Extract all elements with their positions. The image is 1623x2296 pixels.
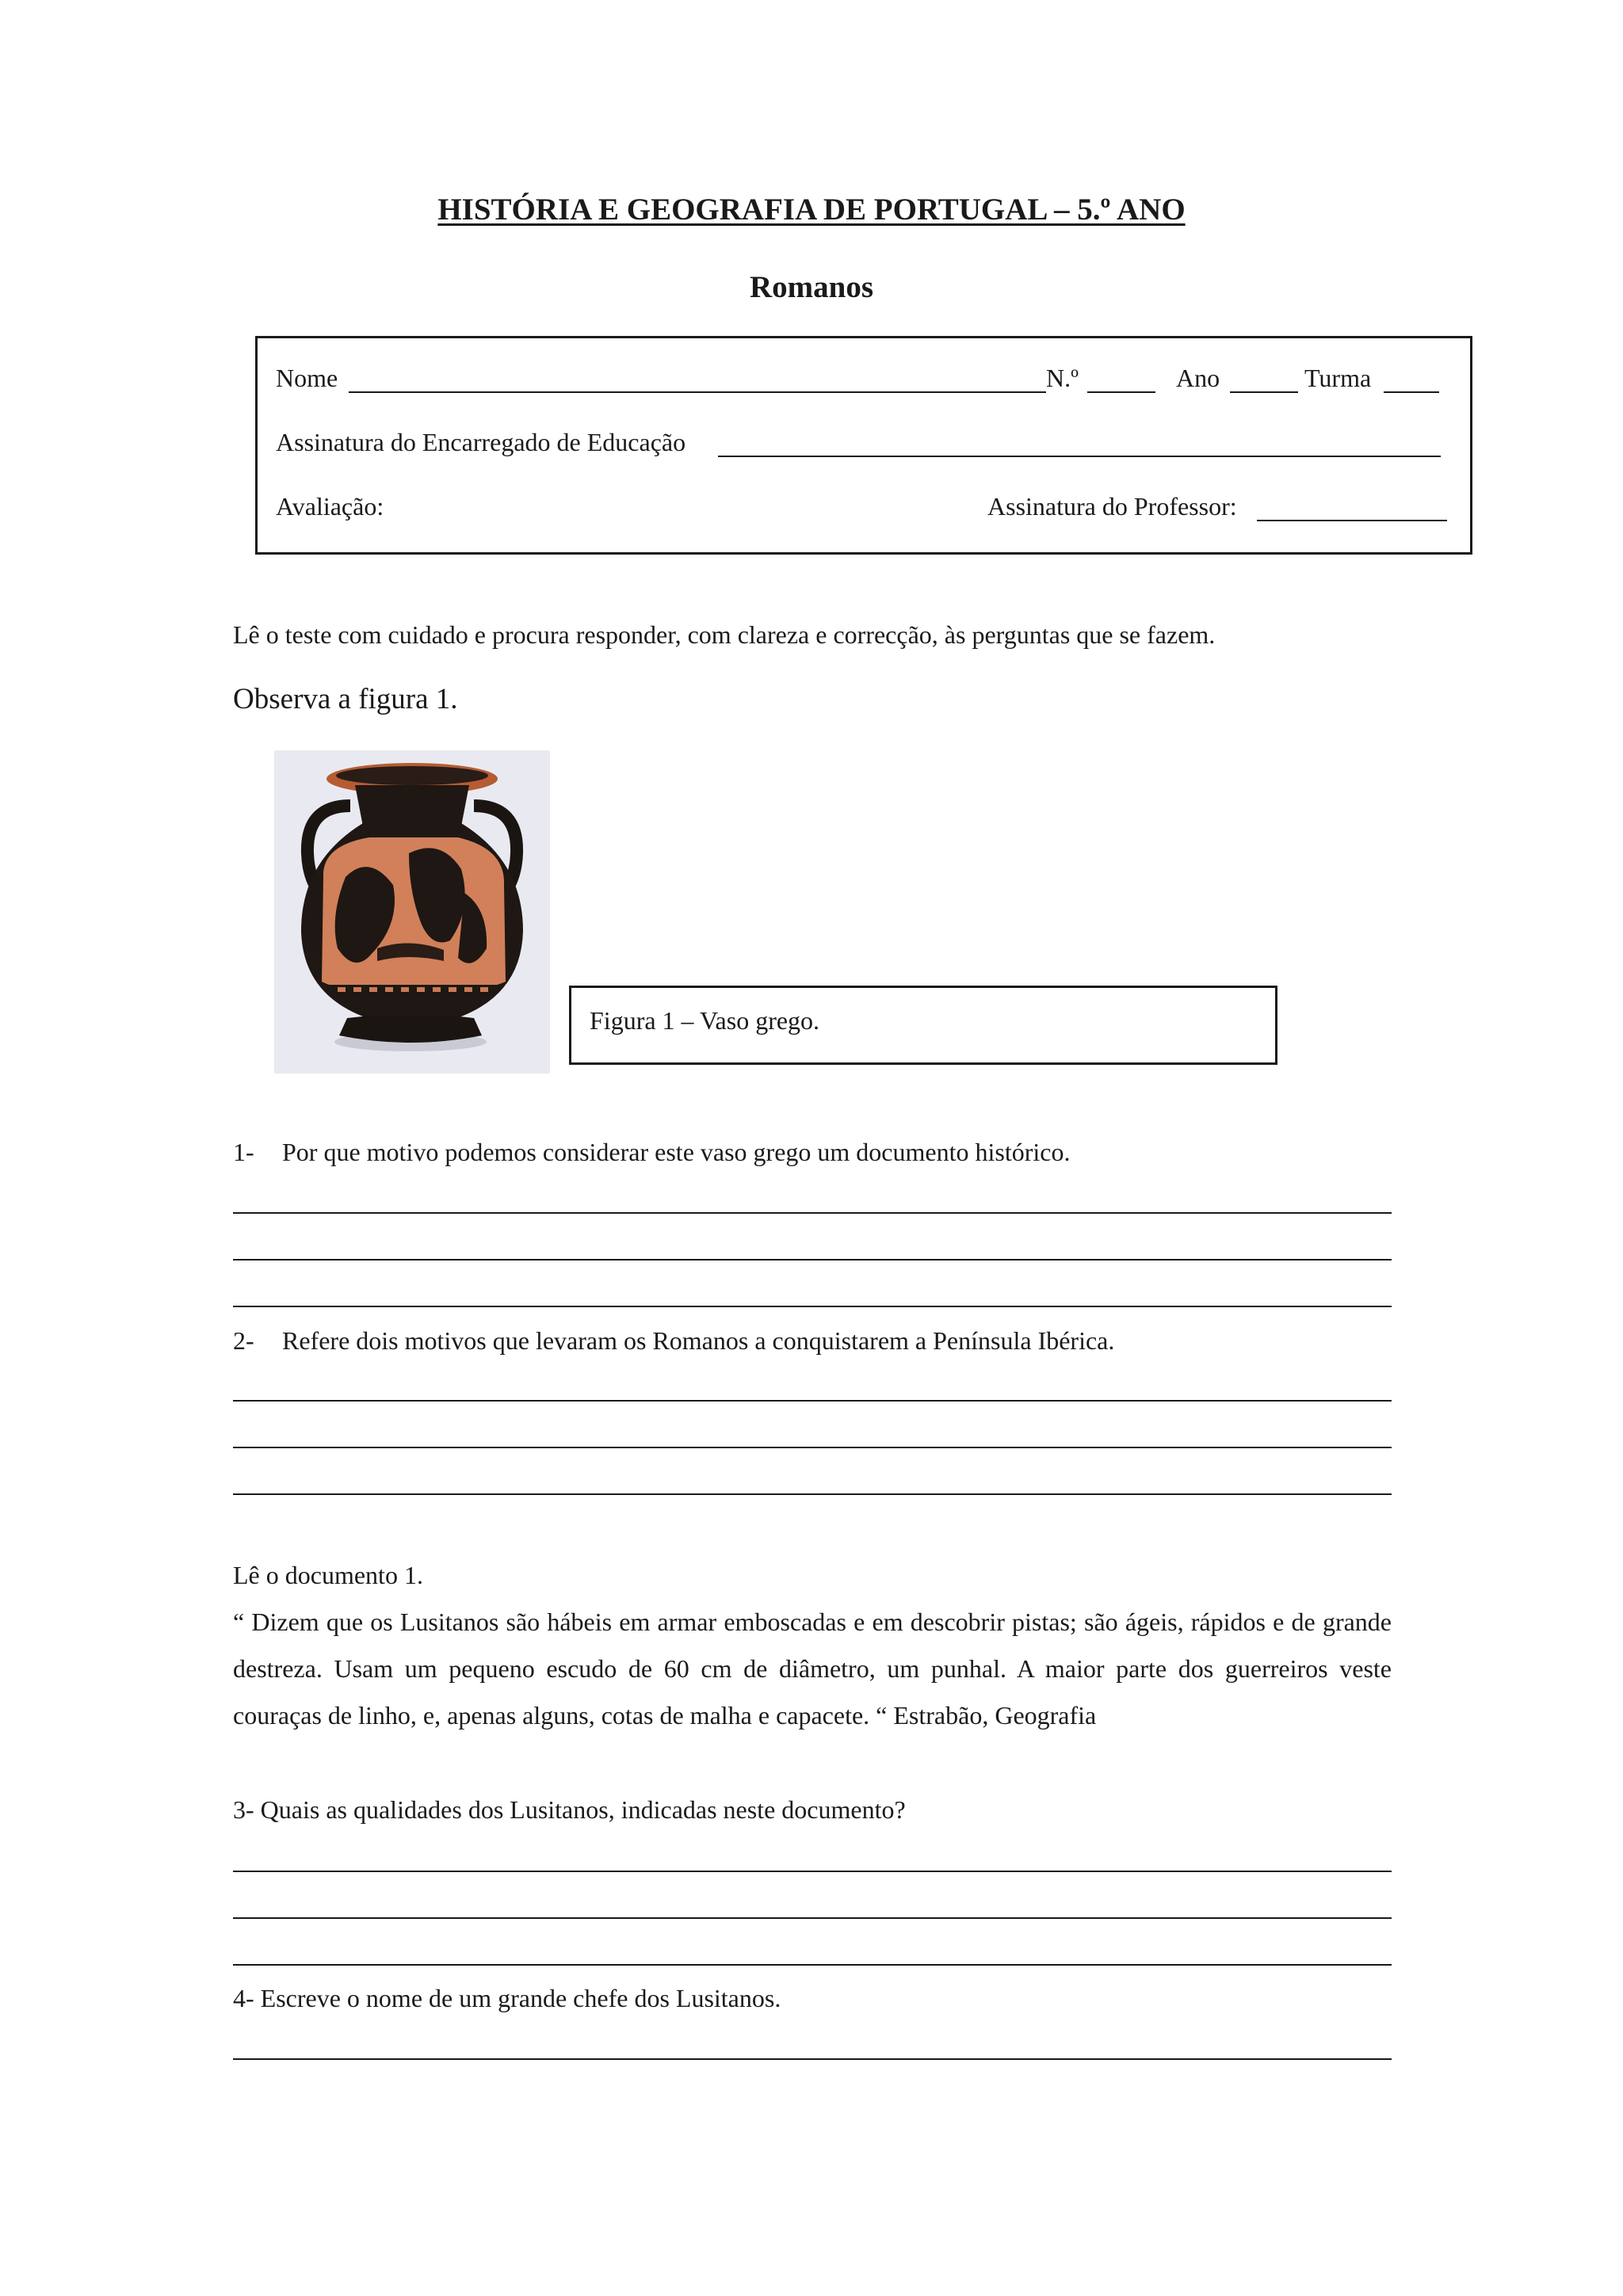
- question-text: Escreve o nome de um grande chefe dos Lusitanos.: [260, 1984, 781, 2012]
- year-field[interactable]: [1230, 372, 1298, 393]
- answer-line[interactable]: [233, 1447, 1392, 1448]
- class-field[interactable]: [1384, 372, 1439, 393]
- question-2: [233, 1326, 1114, 1356]
- figure-caption: Figura 1 – Vaso grego.: [590, 1006, 820, 1035]
- name-field[interactable]: [349, 372, 1046, 393]
- document-quote: “ Dizem que os Lusitanos são hábeis em armar emboscadas e em descobrir pistas; são ágeis, rápidos e de grande destreza. Usam um pequeno escudo de 60 cm de diâmetro, um punhal. A maior parte dos guerreiros veste couraças de linho, e, apenas alguns, cotas de malha e capacete. “ Estrabão, Geografia: [233, 1608, 1392, 1730]
- instructions: Lê o teste com cuidado e procura responder, com clareza e correcção, às perguntas que se fazem.: [233, 620, 1216, 649]
- question-text: Refere dois motivos que levaram os Romanos a conquistarem a Península Ibérica.: [282, 1326, 1115, 1355]
- answer-line[interactable]: [233, 1259, 1392, 1261]
- name-field-label: Nome: [276, 364, 338, 392]
- document-intro: Lê o documento 1.: [233, 1561, 423, 1589]
- question-number: 4-: [233, 1984, 254, 2012]
- answer-line[interactable]: [233, 1964, 1392, 1966]
- answer-line[interactable]: [233, 2058, 1392, 2060]
- observe-figure-text: Observa a figura 1.: [233, 683, 458, 715]
- year-field-label: Ano: [1176, 364, 1220, 392]
- greek-vase-illustration: [274, 750, 550, 1074]
- page-title: HISTÓRIA E GEOGRAFIA DE PORTUGAL – 5.º ANO: [437, 193, 1186, 227]
- teacher-signature-label: Assinatura do Professor:: [987, 492, 1237, 521]
- guardian-signature-label: Assinatura do Encarregado de Educação: [276, 428, 686, 456]
- number-field-label: N.º: [1046, 364, 1079, 392]
- number-field[interactable]: [1087, 372, 1155, 393]
- answer-line[interactable]: [233, 1917, 1392, 1919]
- question-4: [233, 1984, 781, 2013]
- question-text: Por que motivo podemos considerar este vaso grego um documento histórico.: [282, 1138, 1071, 1166]
- question-number: 2-: [233, 1326, 254, 1355]
- evaluation-label: Avaliação:: [276, 492, 384, 521]
- answer-line[interactable]: [233, 1493, 1392, 1495]
- teacher-signature-field[interactable]: [1257, 501, 1447, 521]
- answer-line[interactable]: [233, 1212, 1392, 1214]
- question-number: 3-: [233, 1795, 254, 1824]
- guardian-signature-field[interactable]: [718, 437, 1441, 457]
- answer-line[interactable]: [233, 1871, 1392, 1872]
- question-3: [233, 1795, 906, 1825]
- question-1: [233, 1138, 1070, 1167]
- answer-line[interactable]: [233, 1306, 1392, 1307]
- question-number: 1-: [233, 1138, 254, 1166]
- answer-line[interactable]: [233, 1400, 1392, 1402]
- greek-vase-image: [274, 750, 550, 1074]
- class-field-label: Turma: [1304, 364, 1372, 392]
- question-text: Quais as qualidades dos Lusitanos, indicadas neste documento?: [260, 1795, 906, 1824]
- page-subtitle: Romanos: [749, 270, 874, 304]
